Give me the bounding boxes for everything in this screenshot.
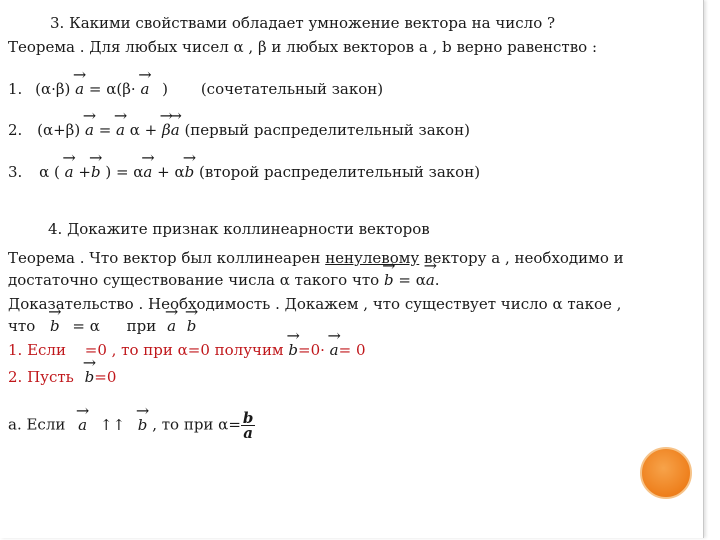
theorem-2-l2-text: достаточно существование числа α такого что xyxy=(8,271,384,289)
law-3-label: (второй распределительный закон) xyxy=(199,163,481,181)
case-2-ne-zero: =0 xyxy=(94,368,117,386)
law-3-alpha: α ( xyxy=(39,163,60,181)
fraction-denominator: a xyxy=(243,424,253,442)
vector-a: → a xyxy=(143,163,152,181)
vector-a: → a xyxy=(78,416,87,434)
law-3 xyxy=(8,163,480,181)
vector-b: → b xyxy=(384,271,394,289)
question-4-title: 4. Докажите признак коллинеарности векторов xyxy=(48,220,430,238)
vector-a: → a xyxy=(65,163,74,181)
law-1-close: ) xyxy=(162,80,169,98)
law-1-number: 1. xyxy=(8,80,23,98)
law-2-lhs: (α+β) xyxy=(37,121,81,139)
case-1 xyxy=(8,341,366,359)
case-1-text: =0 , то при α=0 получим xyxy=(84,341,284,359)
vector-a: → a xyxy=(116,121,125,139)
law-2 xyxy=(8,121,470,139)
vector-b: → b xyxy=(138,416,148,434)
case-a xyxy=(8,411,255,440)
question-3-title: 3. Какими свойствами обладает умножение вектора на число ? xyxy=(50,14,556,32)
case-2-let: 2. Пусть xyxy=(8,368,74,386)
case-1-zero-mult: =0· xyxy=(298,341,325,359)
law-1 xyxy=(8,80,383,98)
law-2-number: 2. xyxy=(8,121,23,139)
law-1-label: (сочетательный закон) xyxy=(200,80,384,98)
case-1-if: 1. Если xyxy=(8,341,66,359)
fraction-b-over-a xyxy=(241,411,256,440)
theorem-2-text-a: Теорема . Что вектор был коллинеарен xyxy=(8,249,326,267)
vector-b: → b xyxy=(185,163,195,181)
vector-a: → a xyxy=(85,121,94,139)
theorem-2-line-1 xyxy=(8,249,624,267)
proof-l2-eq: = α xyxy=(72,317,100,335)
law-2-eq: = xyxy=(98,121,112,139)
law-3-number: 3. xyxy=(8,163,23,181)
theorem-2-l2-end: . xyxy=(434,271,440,289)
law-1-lhs: (α·β) xyxy=(35,80,71,98)
law-3-plus2: + α xyxy=(157,163,185,181)
vector-a: → a xyxy=(426,271,435,289)
case-a-if: а. Если xyxy=(8,415,66,434)
case-1-result: = 0 xyxy=(338,341,366,359)
proof-line-1: Доказательство . Необходимость . Докажем , что существует число α такое , xyxy=(8,295,622,313)
vector-a: → a xyxy=(330,341,339,359)
vector-b: → b xyxy=(91,163,101,181)
case-a-then: , то при α= xyxy=(152,415,241,434)
vector-a: → a xyxy=(167,317,176,335)
decorative-orange-circle xyxy=(640,447,692,499)
proof-l2-that: что xyxy=(8,317,36,335)
theorem-2-l2-mid: = α xyxy=(398,271,426,289)
vector-a: → a xyxy=(75,80,84,98)
vector-b: → b xyxy=(288,341,298,359)
law-3-eq: ) = α xyxy=(105,163,144,181)
fraction-numerator: b xyxy=(242,409,254,427)
law-3-plus: + xyxy=(78,163,91,181)
vector-b: → b xyxy=(187,317,197,335)
case-2 xyxy=(8,368,116,386)
law-1-mid: = α(β· xyxy=(88,80,136,98)
codirectional-arrows-icon: ↑↑ xyxy=(99,415,126,434)
vector-b: → b xyxy=(85,368,95,386)
proof-line-2 xyxy=(8,317,196,335)
theorem-2-text-b: вектору а , необходимо и xyxy=(419,249,624,267)
law-2-label: (первый распределительный закон) xyxy=(184,121,470,139)
law-2-mid: α + xyxy=(129,121,158,139)
theorem-2-underlined: ненулевому xyxy=(325,249,420,267)
vector-beta: → β xyxy=(162,121,171,139)
proof-l2-at: при xyxy=(126,317,157,335)
theorem-1: Теорема . Для любых чисел α , β и любых векторов a , b верно равенство : xyxy=(8,38,598,56)
vector-a: → a xyxy=(140,80,149,98)
vector-b: → b xyxy=(50,317,60,335)
theorem-2-line-2 xyxy=(8,271,440,289)
vector-a: → a xyxy=(171,121,180,139)
